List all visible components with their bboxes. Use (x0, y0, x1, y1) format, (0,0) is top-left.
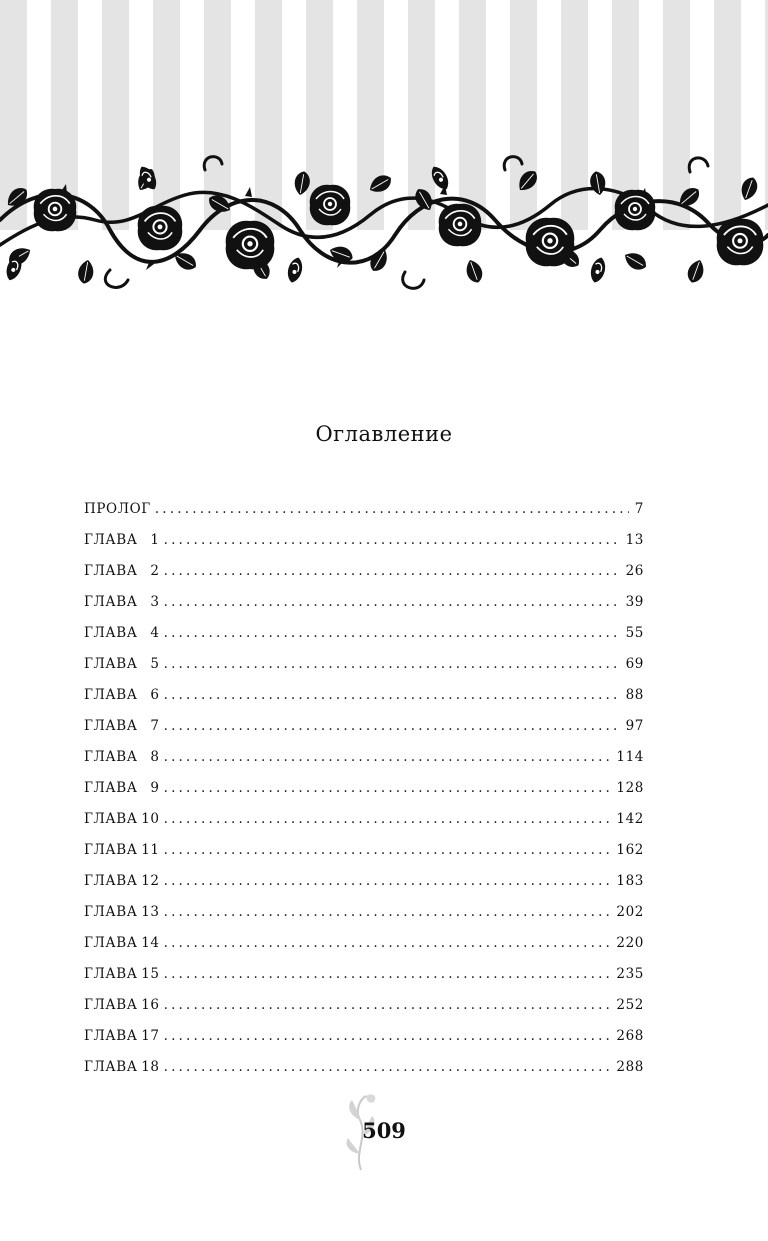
toc-entry-title: ГЛАВА (84, 656, 138, 672)
toc-entry-label (84, 997, 160, 1013)
toc-entry-label (84, 780, 160, 796)
toc-entry-title: ПРОЛОГ (84, 501, 151, 517)
toc-entry (84, 966, 644, 997)
toc-entry-page: 26 (625, 563, 644, 579)
toc-entry-number: 6 (150, 687, 160, 703)
toc-title: Оглавление (315, 422, 453, 446)
toc-entry (84, 749, 644, 780)
toc-entry (84, 780, 644, 811)
toc-entry-label (84, 811, 160, 827)
toc-entry-number: 7 (150, 718, 160, 734)
toc-entry-label (84, 842, 160, 858)
toc-entry (84, 811, 644, 842)
toc-leader-dots (164, 1059, 611, 1075)
toc-leader-dots (164, 687, 620, 703)
toc-entry-number: 4 (150, 625, 160, 641)
toc-entry (84, 935, 644, 966)
toc-entry-title: ГЛАВА (84, 904, 138, 920)
toc-entry-label (84, 935, 160, 951)
toc-entry-page: 7 (634, 501, 644, 517)
toc-entry-number: 17 (141, 1028, 160, 1044)
toc-entry-number: 10 (141, 811, 160, 827)
toc-entry-number: 8 (150, 749, 160, 765)
toc-entry-label (84, 873, 160, 889)
toc-entry (84, 594, 644, 625)
toc-leader-dots (164, 594, 620, 610)
toc-entry-page: 128 (616, 780, 644, 796)
toc-entry-label (84, 1059, 160, 1075)
toc-leader-dots (164, 904, 611, 920)
toc-leader-dots (164, 842, 611, 858)
toc-entry-label (84, 687, 160, 703)
toc-leader-dots (164, 718, 620, 734)
toc-entry-title: ГЛАВА (84, 842, 138, 858)
toc-entry-page: 55 (625, 625, 644, 641)
toc-entry-title: ГЛАВА (84, 997, 138, 1013)
toc-leader-dots (164, 780, 611, 796)
toc-entry-page: 97 (625, 718, 644, 734)
toc-entry-number: 11 (141, 842, 160, 858)
toc-entry (84, 997, 644, 1028)
toc-entry-label (84, 594, 160, 610)
toc-entry-number: 14 (141, 935, 160, 951)
toc-entry-number: 15 (141, 966, 160, 982)
toc-entry-title: ГЛАВА (84, 811, 138, 827)
toc-entry (84, 1059, 644, 1090)
toc-entry-number: 13 (141, 904, 160, 920)
toc-entry-title: ГЛАВА (84, 935, 138, 951)
toc-entry (84, 501, 644, 532)
toc-entry-number: 3 (150, 594, 160, 610)
toc-entry-title: ГЛАВА (84, 563, 138, 579)
toc-entry-number: 12 (141, 873, 160, 889)
toc-entry-page: 142 (616, 811, 644, 827)
toc-entry-label (84, 563, 160, 579)
toc-entry-number: 2 (150, 563, 160, 579)
toc-leader-dots (164, 749, 611, 765)
toc-entry-page: 13 (625, 532, 644, 548)
toc-entry-title: ГЛАВА (84, 749, 138, 765)
toc-entry (84, 873, 644, 904)
toc-entry-label (84, 749, 160, 765)
toc-entry-page: 288 (616, 1059, 644, 1075)
toc-entry-page: 268 (616, 1028, 644, 1044)
toc-entry-title: ГЛАВА (84, 594, 138, 610)
toc-entry-number: 16 (141, 997, 160, 1013)
toc-entry (84, 904, 644, 935)
toc-entry-title: ГЛАВА (84, 687, 138, 703)
toc-entry-label (84, 625, 160, 641)
toc-entry-title: ГЛАВА (84, 1028, 138, 1044)
toc-leader-dots (164, 656, 620, 672)
toc-leader-dots (164, 935, 611, 951)
toc-entry-label (84, 904, 160, 920)
toc-leader-dots (164, 625, 620, 641)
toc-entry-label (84, 532, 160, 548)
toc-entry-page: 114 (616, 749, 644, 765)
toc-entry-page: 202 (616, 904, 644, 920)
toc-entry-title: ГЛАВА (84, 532, 138, 548)
page-number: 509 (362, 1118, 406, 1143)
toc-entry (84, 1028, 644, 1059)
toc-entry-label (84, 718, 160, 734)
toc-entry (84, 842, 644, 873)
toc-entry (84, 656, 644, 687)
toc-leader-dots (155, 501, 629, 517)
toc-entry (84, 563, 644, 594)
toc-leader-dots (164, 966, 611, 982)
toc-entry-title: ГЛАВА (84, 625, 138, 641)
toc-entry (84, 532, 644, 563)
toc-entry-title: ГЛАВА (84, 780, 138, 796)
rose-garland-icon (0, 150, 768, 300)
toc-leader-dots (164, 873, 611, 889)
toc-entry-page: 183 (616, 873, 644, 889)
toc-entry-number: 18 (141, 1059, 160, 1075)
toc-entry-number: 1 (150, 532, 160, 548)
toc-entry (84, 687, 644, 718)
table-of-contents (84, 501, 644, 1090)
toc-entry-label (84, 966, 160, 982)
toc-entry-page: 235 (616, 966, 644, 982)
toc-entry-title: ГЛАВА (84, 718, 138, 734)
toc-entry (84, 625, 644, 656)
toc-leader-dots (164, 997, 611, 1013)
toc-entry-number: 5 (150, 656, 160, 672)
toc-entry-page: 220 (616, 935, 644, 951)
toc-entry-title: ГЛАВА (84, 1059, 138, 1075)
toc-entry-page: 252 (616, 997, 644, 1013)
toc-entry-title: ГЛАВА (84, 966, 138, 982)
toc-entry-page: 39 (625, 594, 644, 610)
toc-entry-page: 88 (625, 687, 644, 703)
toc-entry-label (84, 501, 151, 517)
toc-entry-page: 162 (616, 842, 644, 858)
toc-leader-dots (164, 811, 611, 827)
toc-leader-dots (164, 532, 620, 548)
toc-entry-number: 9 (150, 780, 160, 796)
toc-entry (84, 718, 644, 749)
toc-entry-title: ГЛАВА (84, 873, 138, 889)
toc-leader-dots (164, 563, 620, 579)
toc-entry-page: 69 (625, 656, 644, 672)
toc-entry-label (84, 656, 160, 672)
toc-entry-label (84, 1028, 160, 1044)
toc-leader-dots (164, 1028, 611, 1044)
